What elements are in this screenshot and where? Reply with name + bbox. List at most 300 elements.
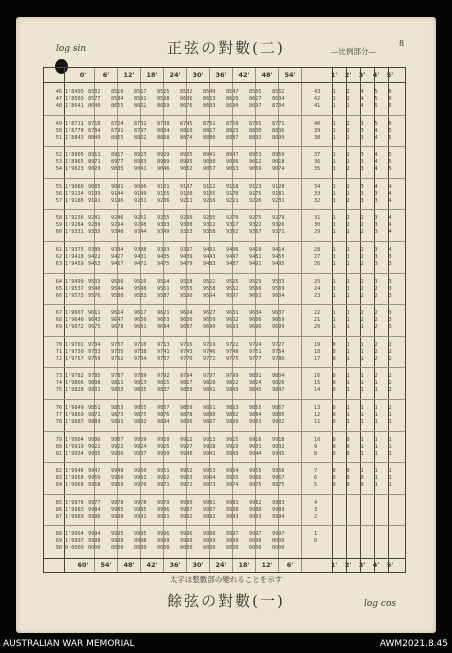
table-rule-thin xyxy=(186,68,187,572)
pp-cell: 5 xyxy=(388,159,392,166)
pp-cell: 0 xyxy=(346,450,350,457)
table-cell: 8690 xyxy=(226,103,239,109)
degree-label-right: 37 xyxy=(314,152,321,159)
table-cell: 9994 xyxy=(88,531,101,538)
table-cell: 9510 xyxy=(134,278,147,285)
pp-cell: 1 xyxy=(374,475,378,482)
table-cell: 9693 xyxy=(226,324,239,331)
pp-cell: 1 xyxy=(346,261,350,267)
table-cell: 9427 xyxy=(111,254,124,260)
degree-label: 64 xyxy=(55,278,62,285)
table-cell: 9388 xyxy=(134,247,147,253)
table-cell: 8923 xyxy=(134,152,147,159)
table-cell: 8817 xyxy=(203,127,216,134)
pp-cell: 3 xyxy=(374,261,378,267)
table-cell: 0000 xyxy=(134,545,147,552)
table-cell: 8613 xyxy=(203,96,216,102)
table-cell: 1̄·9994 xyxy=(65,531,84,538)
table-cell: 9964 xyxy=(203,475,216,482)
table-cell: 8525 xyxy=(157,89,170,95)
pp-cell: 3 xyxy=(374,229,378,236)
table-cell: 9749 xyxy=(226,348,239,355)
table-cell: 8562 xyxy=(272,89,285,95)
table-cell: 9611 xyxy=(88,310,101,317)
degree-label: 65 xyxy=(55,285,62,292)
pp-cell: 2 xyxy=(388,387,392,394)
degree-label-right: 20 xyxy=(314,324,321,331)
table-cell: 9981 xyxy=(203,499,216,506)
pp-cell: 2 xyxy=(374,348,378,355)
table-cell: 9839 xyxy=(180,387,193,394)
degree-label: 55 xyxy=(55,183,62,190)
pp-cell: 4 xyxy=(388,183,392,190)
degree-label: 60 xyxy=(55,229,62,236)
table-cell: 9495 xyxy=(272,261,285,267)
table-cell: 9970 xyxy=(134,482,147,489)
table-rule-thin xyxy=(94,68,95,572)
table-cell: 9997 xyxy=(272,531,285,538)
table-cell: 9451 xyxy=(249,254,262,260)
pp-cell: 5 xyxy=(388,166,392,173)
table-cell: 9972 xyxy=(180,482,193,489)
table-cell: 9954 xyxy=(226,468,239,475)
table-cell: 9052 xyxy=(180,166,193,173)
table-cell: 9085 xyxy=(88,183,101,190)
pp-cell: 1 xyxy=(346,412,350,418)
column-header-row-top xyxy=(44,68,405,82)
table-cell: 9922 xyxy=(111,443,124,450)
table-cell: 9811 xyxy=(111,380,124,387)
pp-cell: 2 xyxy=(346,134,350,141)
table-cell: 8724 xyxy=(111,120,124,127)
table-cell: 9393 xyxy=(157,247,170,253)
table-cell: 9985 xyxy=(134,506,147,513)
table-cell: 9046 xyxy=(157,166,170,173)
table-cell: 9587 xyxy=(157,292,170,299)
table-cell: 9994 xyxy=(272,513,285,520)
table-cell: 9101 xyxy=(157,183,170,190)
table-cell: 9422 xyxy=(88,254,101,260)
pp-cell: 0 xyxy=(346,468,350,475)
table-cell: 9935 xyxy=(88,450,101,457)
table-cell: 1̄·8778 xyxy=(65,127,84,134)
degree-label: 70 xyxy=(55,341,62,348)
table-cell: 9704 xyxy=(88,341,101,348)
table-cell: 9155 xyxy=(157,190,170,197)
table-cell: 9995 xyxy=(134,531,147,538)
table-cell: 1̄·9499 xyxy=(65,278,84,285)
pp-cell: 4 xyxy=(360,89,364,95)
pp-cell: 1 xyxy=(388,482,392,489)
pp-cell: 4 xyxy=(388,229,392,236)
degree-label-right: 32 xyxy=(314,197,321,204)
table-cell: 8971 xyxy=(88,159,101,166)
pp-cell: 1 xyxy=(360,468,364,475)
table-cell: 1̄·9573 xyxy=(65,292,84,299)
pp-cell: 4 xyxy=(360,96,364,102)
table-cell: 8855 xyxy=(111,134,124,141)
table-rule-thin xyxy=(232,68,233,572)
pp-cell: 6 xyxy=(388,103,392,109)
table-cell: 9754 xyxy=(272,348,285,355)
table-cell: 8731 xyxy=(134,120,147,127)
degree-label: 66 xyxy=(55,292,62,299)
page-title: 正弦の對數(二) xyxy=(167,39,285,57)
pp-cell: 0 xyxy=(332,341,336,348)
pp-cell: 1 xyxy=(346,348,350,355)
table-cell: 9231 xyxy=(272,197,285,204)
pp-header: 4' xyxy=(372,71,380,79)
pp-cell: 1 xyxy=(374,412,378,418)
pp-cell: 2 xyxy=(374,310,378,317)
table-cell: 8683 xyxy=(203,103,216,109)
table-rule-thin xyxy=(209,68,210,572)
pp-cell: 4 xyxy=(374,152,378,159)
degree-label-right: 9 xyxy=(314,443,318,450)
pp-cell: 1 xyxy=(332,96,336,102)
pp-cell: 2 xyxy=(346,183,350,190)
table-cell: 1̄·9849 xyxy=(65,405,84,411)
pp-cell: 2 xyxy=(360,261,364,267)
table-cell: 0000 xyxy=(249,545,262,552)
table-cell: 9074 xyxy=(272,166,285,173)
table-cell: 9439 xyxy=(180,254,193,260)
table-rule xyxy=(332,68,333,572)
table-rule xyxy=(346,68,347,572)
degree-label: 79 xyxy=(55,436,62,443)
degree-label-right: 6 xyxy=(314,475,318,482)
table-cell: 9916 xyxy=(249,436,262,443)
table-cell: 9735 xyxy=(111,348,124,355)
pp-cell: 1 xyxy=(332,152,336,159)
table-cell: 9921 xyxy=(88,443,101,450)
degree-label-right: 21 xyxy=(314,317,321,324)
column-header: 42' xyxy=(146,561,158,569)
pp-cell: 1 xyxy=(360,355,364,362)
table-cell: 9666 xyxy=(249,317,262,324)
pp-cell: 4 xyxy=(374,159,378,166)
table-cell: 9987 xyxy=(203,506,216,513)
table-cell: 9696 xyxy=(249,324,262,331)
table-cell: 9986 xyxy=(157,506,170,513)
table-cell: 9841 xyxy=(203,387,216,394)
table-cell: 9859 xyxy=(180,405,193,411)
table-cell: 9522 xyxy=(203,278,216,285)
table-cell: 8791 xyxy=(111,127,124,134)
header-rule xyxy=(44,558,405,559)
table-cell: 9057 xyxy=(203,166,216,173)
pp-cell: 3 xyxy=(388,254,392,260)
table-cell: 9614 xyxy=(111,310,124,317)
pp-cell: 1 xyxy=(332,222,336,229)
table-cell: 1̄·9757 xyxy=(65,355,84,362)
table-cell: 9831 xyxy=(88,387,101,394)
pp-cell: 2 xyxy=(360,222,364,229)
pp-cell: 0 xyxy=(332,475,336,482)
table-cell: 0·0000 xyxy=(65,545,84,552)
bottom-title: 餘弦の對數(一) xyxy=(167,592,285,610)
table-cell: 9322 xyxy=(249,222,262,229)
table-cell: 9335 xyxy=(88,229,101,236)
table-cell: 9991 xyxy=(134,513,147,520)
degree-label: 71 xyxy=(55,348,62,355)
table-cell: 9824 xyxy=(249,380,262,387)
table-cell: 9358 xyxy=(203,229,216,236)
group-rule xyxy=(44,494,405,495)
column-header: 36' xyxy=(169,561,181,569)
degree-label-right: 1 xyxy=(314,531,318,538)
table-cell: 9221 xyxy=(226,197,239,204)
table-cell: 9897 xyxy=(203,419,216,425)
degree-label-right: 18 xyxy=(314,348,321,355)
pp-cell: 5 xyxy=(374,120,378,127)
table-cell: 1̄·8965 xyxy=(65,159,84,166)
table-cell: 9362 xyxy=(226,229,239,236)
pp-cell: 1 xyxy=(332,134,336,141)
table-cell: 1̄·9284 xyxy=(65,222,84,229)
table-cell: 8745 xyxy=(180,120,193,127)
pp-cell: 1 xyxy=(346,247,350,253)
table-cell: 9684 xyxy=(157,324,170,331)
column-header: 18' xyxy=(146,71,158,79)
table-cell: 9936 xyxy=(111,450,124,457)
table-cell: 1̄·8843 xyxy=(65,134,84,141)
table-cell: 1̄·8495 xyxy=(65,89,84,95)
table-rule-thin xyxy=(163,68,164,572)
table-cell: 9797 xyxy=(203,373,216,380)
degree-label-right: 39 xyxy=(314,127,321,134)
table-cell: 9944 xyxy=(249,450,262,457)
table-cell: 9091 xyxy=(111,183,124,190)
degree-label-right: 14 xyxy=(314,387,321,394)
table-cell: 1̄·9730 xyxy=(65,348,84,355)
table-cell: 9270 xyxy=(226,215,239,222)
table-cell: 9475 xyxy=(157,261,170,267)
table-cell: 8606 xyxy=(180,96,193,102)
pp-cell: 2 xyxy=(388,373,392,380)
pp-cell: 2 xyxy=(346,159,350,166)
degree-label-right: 28 xyxy=(314,247,321,253)
table-cell: 9170 xyxy=(226,190,239,197)
table-cell: 8947 xyxy=(226,152,239,159)
table-cell: 9518 xyxy=(180,278,193,285)
table-cell: 9123 xyxy=(249,183,262,190)
pp-cell: 1 xyxy=(332,197,336,204)
table-cell: 9631 xyxy=(226,310,239,317)
table-cell: 9018 xyxy=(272,159,285,166)
table-cell: 0000 xyxy=(88,545,101,552)
table-cell: 1̄·9607 xyxy=(65,310,84,317)
table-cell: 9882 xyxy=(226,412,239,418)
table-cell: 9997 xyxy=(226,531,239,538)
table-cell: 9961 xyxy=(134,475,147,482)
table-cell: 9978 xyxy=(111,499,124,506)
degree-label-right: 31 xyxy=(314,215,321,222)
table-cell: 8634 xyxy=(272,96,285,102)
column-header-row-bottom xyxy=(44,558,405,572)
table-cell: 9191 xyxy=(88,197,101,204)
table-cell: 9901 xyxy=(249,419,262,425)
pp-header: 2' xyxy=(344,561,352,569)
table-cell: 9312 xyxy=(203,222,216,229)
group-rule xyxy=(44,462,405,463)
pp-cell: 1 xyxy=(374,482,378,489)
degree-label: 54 xyxy=(55,166,62,173)
table-cell: 9029 xyxy=(88,166,101,173)
degree-label-right: 34 xyxy=(314,183,321,190)
table-cell: 9562 xyxy=(226,285,239,292)
degree-label-right: 13 xyxy=(314,405,321,411)
pp-cell: 5 xyxy=(374,103,378,109)
pp-cell: 5 xyxy=(388,152,392,159)
pp-cell: 1 xyxy=(346,292,350,299)
table-cell: 9909 xyxy=(134,436,147,443)
degree-label-right: 11 xyxy=(314,419,321,425)
table-cell: 8911 xyxy=(88,152,101,159)
pp-cell: 3 xyxy=(360,190,364,197)
table-cell: 1̄·8641 xyxy=(65,103,84,109)
table-cell: 9483 xyxy=(203,261,216,267)
degree-label: 47 xyxy=(55,96,62,102)
column-header: 48' xyxy=(123,561,135,569)
degree-label: 78 xyxy=(55,419,62,425)
pp-cell: 3 xyxy=(360,127,364,134)
pp-cell: 1 xyxy=(360,419,364,425)
table-cell: 9857 xyxy=(157,405,170,411)
pp-cell: 3 xyxy=(374,190,378,197)
table-cell: 9353 xyxy=(180,229,193,236)
table-cell: 9367 xyxy=(249,229,262,236)
table-cell: 9787 xyxy=(111,373,124,380)
table-cell: 8758 xyxy=(226,120,239,127)
table-cell: 9069 xyxy=(249,166,262,173)
log-cos-label: log cos xyxy=(364,599,396,609)
degree-label: 56 xyxy=(55,190,62,197)
column-header: 42' xyxy=(238,71,250,79)
pp-cell: 4 xyxy=(374,127,378,134)
table-cell: 9949 xyxy=(111,468,124,475)
table-cell: 9979 xyxy=(157,499,170,506)
pp-header: 2' xyxy=(344,71,352,79)
degree-label: 83 xyxy=(55,475,62,482)
pp-cell: 1 xyxy=(346,373,350,380)
pp-cell: 2 xyxy=(346,166,350,173)
table-cell: 9514 xyxy=(157,278,170,285)
group-rule xyxy=(44,336,405,337)
degree-label-right: 5 xyxy=(314,482,318,489)
table-cell: 8751 xyxy=(203,120,216,127)
table-cell: 9656 xyxy=(180,317,193,324)
pp-cell: 1 xyxy=(332,229,336,236)
table-cell: 0000 xyxy=(226,545,239,552)
table-cell: 9722 xyxy=(226,341,239,348)
table-cell: 8849 xyxy=(88,134,101,141)
table-cell: 1̄·9236 xyxy=(65,215,84,222)
column-header: 30' xyxy=(192,71,204,79)
table-cell: 0000 xyxy=(249,538,262,545)
group-rule xyxy=(44,209,405,210)
table-cell: 8941 xyxy=(203,152,216,159)
pp-cell: 2 xyxy=(346,197,350,204)
table-cell: 9951 xyxy=(157,468,170,475)
table-cell: 9551 xyxy=(157,285,170,292)
table-cell: 1̄·9640 xyxy=(65,317,84,324)
table-cell: 9770 xyxy=(180,355,193,362)
group-rule xyxy=(44,399,405,400)
pp-header: 5' xyxy=(386,71,394,79)
pp-cell: 2 xyxy=(346,103,350,109)
pp-cell: 1 xyxy=(388,419,392,425)
pp-cell: 0 xyxy=(360,475,364,482)
degree-label: 74 xyxy=(55,380,62,387)
table-cell: 9835 xyxy=(134,387,147,394)
pp-cell: 1 xyxy=(332,310,336,317)
pp-cell: 4 xyxy=(374,166,378,173)
pp-cell: 1 xyxy=(332,183,336,190)
pp-cell: 1 xyxy=(374,380,378,387)
pp-cell: 2 xyxy=(346,127,350,134)
table-cell: 9063 xyxy=(226,166,239,173)
table-cell: 9206 xyxy=(157,197,170,204)
table-cell: 9996 xyxy=(180,531,193,538)
table-cell: 9988 xyxy=(249,506,262,513)
table-cell: 1̄·9976 xyxy=(65,499,84,506)
group-rule xyxy=(44,178,405,179)
pp-cell: 4 xyxy=(374,134,378,141)
pp-cell: 5 xyxy=(388,134,392,141)
table-cell: 9681 xyxy=(134,324,147,331)
table-cell: 9414 xyxy=(272,247,285,253)
table-cell: 8862 xyxy=(134,134,147,141)
table-cell: 9977 xyxy=(88,499,101,506)
table-cell: 9880 xyxy=(203,412,216,418)
table-cell: 8771 xyxy=(272,120,285,127)
table-rule xyxy=(360,68,361,572)
table-cell: 8502 xyxy=(88,89,101,95)
table-cell: 9982 xyxy=(249,499,262,506)
pp-cell: 3 xyxy=(388,278,392,285)
table-cell: 9956 xyxy=(272,468,285,475)
pp-cell: 3 xyxy=(374,215,378,222)
table-cell: 9617 xyxy=(134,310,147,317)
table-cell: 9999 xyxy=(203,538,216,545)
table-cell: 9867 xyxy=(272,405,285,411)
table-cell: 1̄·9023 xyxy=(65,166,84,173)
table-cell: 9746 xyxy=(203,348,216,355)
pp-cell: 1 xyxy=(360,324,364,331)
degree-label: 86 xyxy=(55,506,62,513)
table-cell: 9627 xyxy=(203,310,216,317)
pp-cell: 1 xyxy=(346,310,350,317)
table-cell: 9165 xyxy=(203,190,216,197)
table-cell: 9937 xyxy=(134,450,147,457)
table-cell: 8874 xyxy=(180,134,193,141)
table-rule-thin xyxy=(255,68,256,572)
table-cell: 9447 xyxy=(226,254,239,260)
table-cell: 9884 xyxy=(249,412,262,418)
pp-cell: 0 xyxy=(332,436,336,443)
pp-cell: 0 xyxy=(332,387,336,394)
pp-cell: 1 xyxy=(346,229,350,236)
pp-cell: 1 xyxy=(346,419,350,425)
table-cell: 9792 xyxy=(157,373,170,380)
table-cell: 9924 xyxy=(134,443,147,450)
degree-label: 53 xyxy=(55,159,62,166)
pp-cell: 1 xyxy=(346,387,350,394)
table-cell: 9211 xyxy=(180,197,193,204)
table-cell: 9506 xyxy=(111,278,124,285)
table-cell: 8929 xyxy=(157,152,170,159)
